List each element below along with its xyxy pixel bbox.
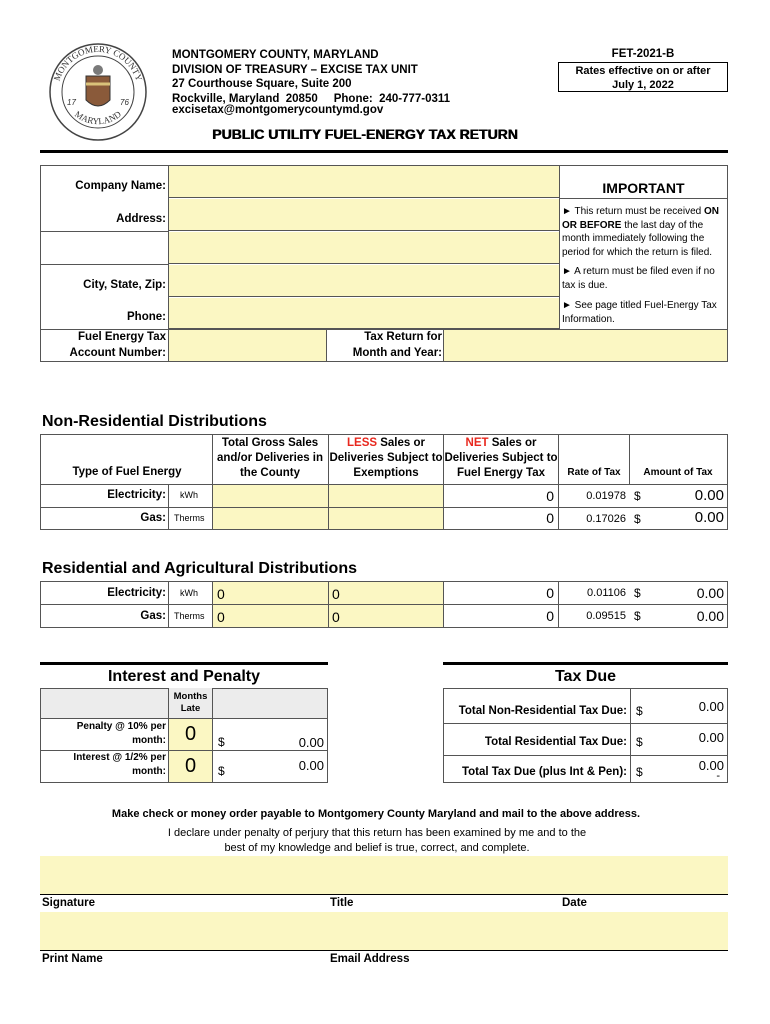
seal-top-text: MONTGOMERY COUNTY [51, 43, 145, 83]
rates-line-1: Rates effective on or after [575, 65, 711, 77]
res-electricity-rate: 0.01106 [587, 587, 626, 599]
nonres-gas-label: Gas: [140, 512, 166, 524]
note1-a: ► This return must be received [562, 206, 704, 217]
res-title: Residential and Agricultural Distributions [42, 560, 357, 577]
row-line [443, 723, 728, 724]
res-electricity-net: 0 [546, 585, 554, 601]
interest-rule [40, 662, 328, 665]
org-line-2: DIVISION OF TREASURY – EXCISE TAX UNIT [172, 63, 418, 76]
row-line [443, 755, 728, 756]
nonres-electricity-dollar: $ [634, 489, 641, 503]
address-field-2[interactable] [169, 232, 559, 264]
taxdue-nonres-dollar: $ [636, 704, 643, 718]
nonres-electricity-unit: kWh [180, 490, 198, 500]
res-electricity-gross-field[interactable]: 0 [213, 582, 328, 604]
col-rate-header: Rate of Tax [567, 467, 621, 478]
org-line-5: excisetax@montgomerycountymd.gov [172, 104, 384, 116]
print-name-label: Print Name [42, 953, 103, 965]
address-label: Address: [116, 213, 166, 225]
taxdue-total-amount: 0.00 [698, 758, 724, 773]
penalty-label-2: month: [132, 735, 166, 746]
important-note-1 [562, 205, 726, 259]
rates-line-2: July 1, 2022 [612, 79, 674, 91]
penalty-months-field[interactable]: 0 [168, 719, 213, 750]
col-line [168, 484, 169, 530]
col-line [629, 434, 630, 484]
taxdue-res-amount: 0.00 [698, 730, 724, 745]
col-net-header [444, 436, 558, 481]
net-word: NET [465, 437, 489, 449]
print-name-line [40, 950, 728, 951]
row-line [41, 231, 168, 232]
res-gas-label: Gas: [140, 610, 166, 622]
company-name-label: Company Name: [75, 180, 166, 192]
col-line [168, 581, 169, 628]
declaration-line-1: I declare under penalty of perjury that this return has been examined by me and to the [167, 827, 587, 839]
nonres-electricity-net: 0 [546, 488, 554, 504]
row-line [560, 198, 727, 199]
taxdue-total-dash: - [716, 770, 720, 782]
res-gas-gross-field[interactable]: 0 [213, 605, 328, 627]
month-label-2: Month and Year: [352, 347, 442, 359]
nonres-gas-unit: Therms [174, 513, 205, 523]
seal-year-left: 17 [67, 98, 76, 107]
county-seal [48, 42, 148, 142]
nonres-gas-gross-field[interactable] [213, 508, 328, 529]
res-gas-less-field[interactable]: 0 [329, 605, 443, 627]
email-label: Email Address [330, 953, 410, 965]
col-less-header [329, 436, 443, 481]
less-word: LESS [347, 437, 378, 449]
nonres-electricity-amount: 0.00 [694, 487, 724, 504]
address-field-1[interactable] [169, 199, 559, 231]
months-late-header: Months Late [168, 688, 213, 718]
res-gas-unit: Therms [174, 611, 205, 621]
col-gross-header: Total Gross Sales and/or Deliveries in the County [216, 437, 324, 479]
col-type-header: Type of Fuel Energy [72, 466, 182, 478]
interest-title: Interest and Penalty [107, 668, 261, 685]
nonres-electricity-less-field[interactable] [329, 485, 443, 507]
col-amount-header: Amount of Tax [643, 467, 713, 478]
account-label-2: Account Number: [69, 347, 166, 359]
title-rule [40, 150, 728, 153]
interest-label-1: Interest @ 1/2% per [73, 752, 166, 763]
net-rest: Sales or Deliveries Subject to Fuel Energy Tax [444, 437, 558, 479]
city-label: City, State, Zip: [83, 279, 166, 291]
nonres-gas-dollar: $ [634, 512, 641, 526]
taxdue-title: Tax Due [554, 668, 617, 685]
interest-label-2: month: [132, 766, 166, 777]
penalty-amount: 0.00 [298, 735, 324, 750]
nonres-title: Non-Residential Distributions [42, 413, 267, 430]
important-note-2: ► A return must be filed even if no tax is due. [562, 266, 715, 291]
signature-line [40, 894, 728, 895]
declaration-line-2: best of my knowledge and belief is true, correct, and complete. [224, 842, 530, 854]
account-label-1: Fuel Energy Tax [78, 331, 166, 343]
payable-note: Make check or money order payable to Montgomery County Maryland and mail to the above address. [111, 808, 641, 820]
org-line-4: Rockville, Maryland 20850 Phone: 240-777-0311 [172, 92, 451, 105]
month-label-1: Tax Return for [364, 331, 442, 343]
city-state-zip-field[interactable] [169, 265, 559, 297]
nonres-electricity-gross-field[interactable] [213, 485, 328, 507]
company-name-field[interactable] [169, 166, 559, 198]
org-address [172, 48, 450, 118]
month-year-field[interactable] [443, 329, 728, 362]
nonres-gas-less-field[interactable] [329, 508, 443, 529]
res-gas-rate: 0.09515 [586, 610, 626, 622]
declaration [0, 826, 770, 856]
interest-months-field[interactable]: 0 [168, 751, 213, 782]
res-electricity-unit: kWh [180, 588, 198, 598]
interest-dollar: $ [218, 764, 225, 778]
row-line [41, 264, 168, 265]
signature-label: Signature [42, 897, 96, 909]
note1-b: ON OR BEFORE [562, 206, 719, 231]
seal-year-right: 76 [120, 98, 129, 107]
taxdue-res-label: Total Residential Tax Due: [484, 736, 627, 748]
col-line [558, 434, 559, 530]
taxdue-nonres-label: Total Non-Residential Tax Due: [458, 705, 627, 717]
print-name-field[interactable] [40, 912, 728, 950]
seal-bottom-text: MARYLAND [73, 108, 123, 127]
signature-field[interactable] [40, 856, 728, 894]
taxdue-res-dollar: $ [636, 735, 643, 749]
col-line [558, 581, 559, 628]
nonres-gas-amount: 0.00 [694, 509, 724, 526]
account-number-field[interactable] [169, 330, 327, 361]
interest-label [40, 751, 166, 779]
important-title: IMPORTANT [602, 180, 685, 196]
phone-field[interactable] [169, 298, 559, 329]
res-electricity-amount: 0.00 [696, 585, 724, 601]
org-line-1: MONTGOMERY COUNTY, MARYLAND [172, 49, 379, 61]
res-electricity-label: Electricity: [107, 587, 166, 599]
page-title: PUBLIC UTILITY FUEL-ENERGY TAX RETURN [212, 126, 518, 142]
res-gas-dollar: $ [634, 609, 641, 623]
phone-label: Phone: [127, 311, 166, 323]
penalty-label [40, 720, 166, 748]
rates-box [558, 62, 728, 92]
taxdue-rule [443, 662, 728, 665]
taxdue-total-dollar: $ [636, 765, 643, 779]
form-id: FET-2021-B [611, 48, 675, 60]
res-gas-amount: 0.00 [696, 608, 724, 624]
penalty-label-1: Penalty @ 10% per [76, 721, 166, 732]
month-label [330, 329, 442, 361]
interest-amount: 0.00 [298, 758, 324, 773]
note1-c: the last day of the month immediately following the period for which the return is filed. [562, 219, 713, 258]
res-gas-net: 0 [546, 608, 554, 624]
title-label: Title [330, 897, 354, 909]
important-note-3: ► See page titled Fuel-Energy Tax Information. [562, 300, 717, 325]
less-rest: Sales or Deliveries Subject to Exemptions [329, 437, 443, 479]
res-electricity-dollar: $ [634, 586, 641, 600]
taxdue-total-label: Total Tax Due (plus Int & Pen): [461, 766, 627, 778]
res-electricity-less-field[interactable]: 0 [329, 582, 443, 604]
account-label [40, 329, 166, 361]
nonres-gas-rate: 0.17026 [586, 513, 626, 525]
nonres-electricity-rate: 0.01978 [586, 490, 626, 502]
taxdue-nonres-amount: 0.00 [698, 699, 724, 714]
nonres-gas-net: 0 [546, 510, 554, 526]
col-line [630, 688, 631, 783]
nonres-electricity-label: Electricity: [107, 489, 166, 501]
penalty-dollar: $ [218, 735, 225, 749]
org-line-3: 27 Courthouse Square, Suite 200 [172, 78, 352, 90]
date-label: Date [562, 897, 587, 909]
